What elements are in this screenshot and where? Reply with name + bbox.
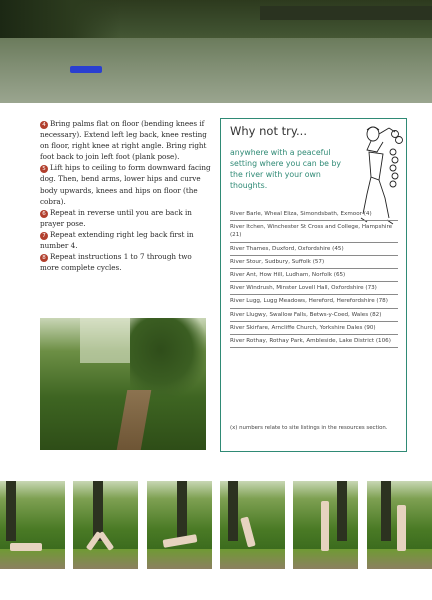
list-item: River Windrush, Minster Lovell Hall, Oxfordshire (73) <box>230 282 398 295</box>
river-photo <box>0 0 432 103</box>
step-item: 6 Repeat in reverse until you are back in prayer pose. <box>40 207 192 228</box>
pose-filmstrip <box>0 481 432 569</box>
pose-photo <box>220 481 285 569</box>
list-item: River Barle, Wheal Eliza, Simondsbath, Exmoor (4) <box>230 208 398 221</box>
list-item: River Stour, Sudbury, Suffolk (57) <box>230 256 398 269</box>
list-item: River Skirfare, Arncliffe Church, Yorkshire Dales (90) <box>230 322 398 335</box>
river-list <box>230 208 398 348</box>
list-item: River Ant, How Hill, Ludham, Norfolk (65) <box>230 269 398 282</box>
riverside-path-photo <box>40 318 206 450</box>
step-item: 8 Repeat instructions 1 to 7 through two more complete cycles. <box>40 252 192 273</box>
pose-photo <box>367 481 432 569</box>
sidebar-intro: anywhere with a peaceful setting where you can be by the river with your own thoughts. <box>230 148 342 190</box>
step-item: 4 Bring palms flat on floor (bending knees if necessary). Extend left leg back, knee resting on floor, right knee at right angle. Bring right foot back to join left foot (plank pose). <box>40 119 207 162</box>
sidebar-title: Why not try... <box>230 124 307 138</box>
why-not-try-box <box>220 118 407 452</box>
sidebar-footnote: (x) numbers relate to site listings in the resources section. <box>230 425 388 431</box>
list-item: River Rothay, Rothay Park, Ambleside, Lake District (106) <box>230 335 398 348</box>
pose-photo <box>73 481 138 569</box>
list-item: River Lugg, Lugg Meadows, Hereford, Herefordshire (78) <box>230 295 398 308</box>
step-item: 5 Lift hips to ceiling to form downward facing dog. Then, bend arms, lower hips and curve body upwards, knees and hips on floor (the cobra). <box>40 163 211 206</box>
pose-photo <box>147 481 212 569</box>
pose-photo <box>0 481 65 569</box>
instruction-steps <box>40 118 212 273</box>
list-item: River Thames, Duxford, Oxfordshire (45) <box>230 243 398 256</box>
boat <box>70 66 102 73</box>
list-item: River Itchen, Winchester St Cross and College, Hampshire (21) <box>230 221 398 242</box>
list-item: River Llugwy, Swallow Falls, Betws-y-Coed, Wales (82) <box>230 309 398 322</box>
pose-photo <box>293 481 358 569</box>
step-item: 7 Repeat extending right leg back first in number 4. <box>40 229 194 251</box>
